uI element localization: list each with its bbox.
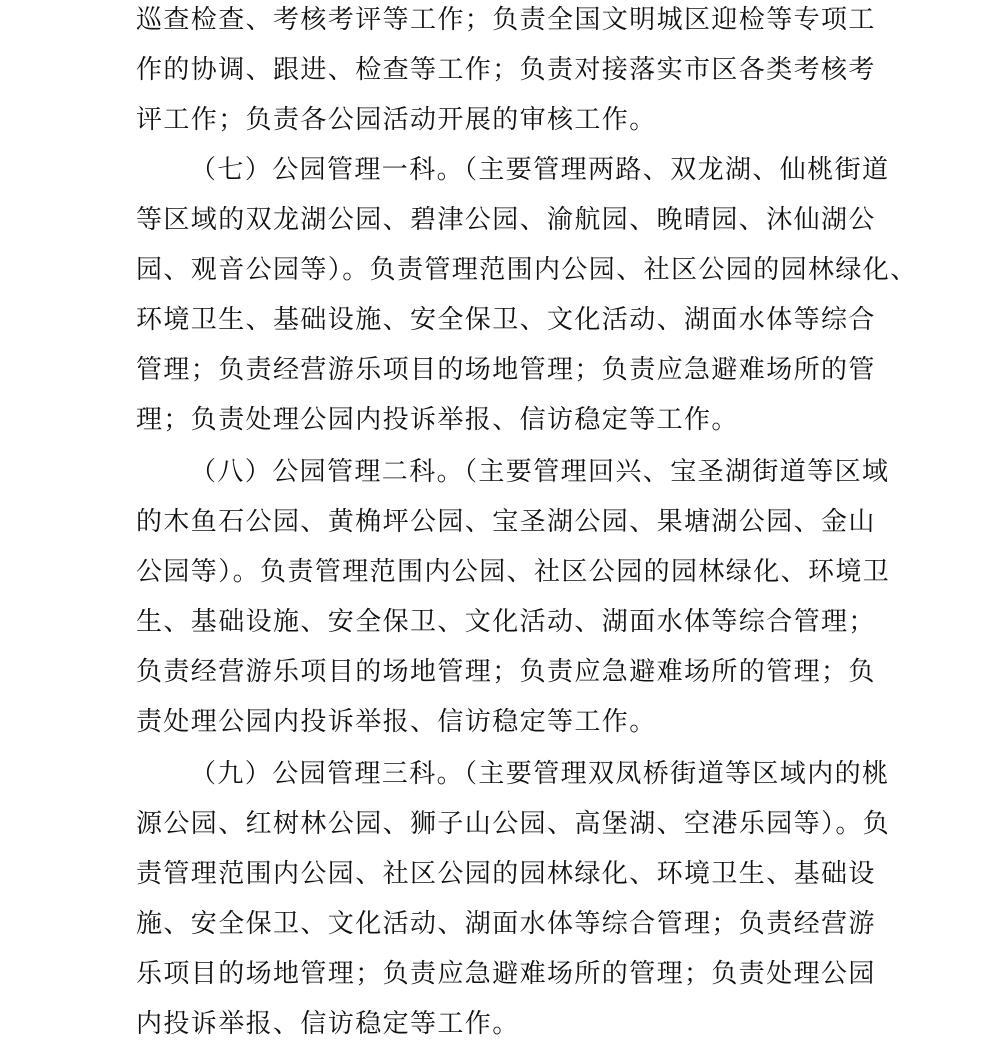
text-line: 管理；负责经营游乐项目的场地管理；负责应急避难场所的管	[136, 355, 876, 385]
paragraph-heading-line: （九）公园管理三科。（主要管理双凤桥街道等区域内的桃	[190, 759, 890, 789]
text-line: 作的协调、跟进、检查等工作；负责对接落实市区各类考核考	[136, 55, 876, 85]
text-line: 责管理范围内公园、社区公园的园林绿化、环境卫生、基础设	[136, 859, 876, 889]
text-line: 公园等）。负责管理范围内公园、社区公园的园林绿化、环境卫	[136, 557, 891, 587]
text-line: 内投诉举报、信访稳定等工作。	[136, 1009, 520, 1039]
text-line: 理；负责处理公园内投诉举报、信访稳定等工作。	[136, 405, 739, 435]
text-line: 源公园、红树林公园、狮子山公园、高堡湖、空港乐园等）。负	[136, 809, 891, 839]
text-line: 生、基础设施、安全保卫、文化活动、湖面水体等综合管理；	[136, 607, 876, 637]
text-line: 乐项目的场地管理；负责应急避难场所的管理；负责处理公园	[136, 959, 876, 989]
paragraph-heading-line: （八）公园管理二科。（主要管理回兴、宝圣湖街道等区域	[190, 457, 890, 487]
text-line: 负责经营游乐项目的场地管理；负责应急避难场所的管理；负	[136, 657, 876, 687]
text-line: 园、观音公园等）。负责管理范围内公园、社区公园的园林绿化、	[136, 255, 918, 285]
text-line: 的木鱼石公园、黄桷坪公园、宝圣湖公园、果塘湖公园、金山	[136, 507, 876, 537]
paragraph-heading-line: （七）公园管理一科。（主要管理两路、双龙湖、仙桃街道	[190, 155, 890, 185]
text-line: 巡查检查、考核考评等工作；负责全国文明城区迎检等专项工	[136, 5, 876, 35]
text-line: 评工作；负责各公园活动开展的审核工作。	[136, 105, 657, 135]
text-line: 施、安全保卫、文化活动、湖面水体等综合管理；负责经营游	[136, 909, 876, 939]
text-line: 责处理公园内投诉举报、信访稳定等工作。	[136, 707, 657, 737]
text-line: 环境卫生、基础设施、安全保卫、文化活动、湖面水体等综合	[136, 305, 876, 335]
text-line: 等区域的双龙湖公园、碧津公园、渝航园、晚晴园、沐仙湖公	[136, 205, 876, 235]
